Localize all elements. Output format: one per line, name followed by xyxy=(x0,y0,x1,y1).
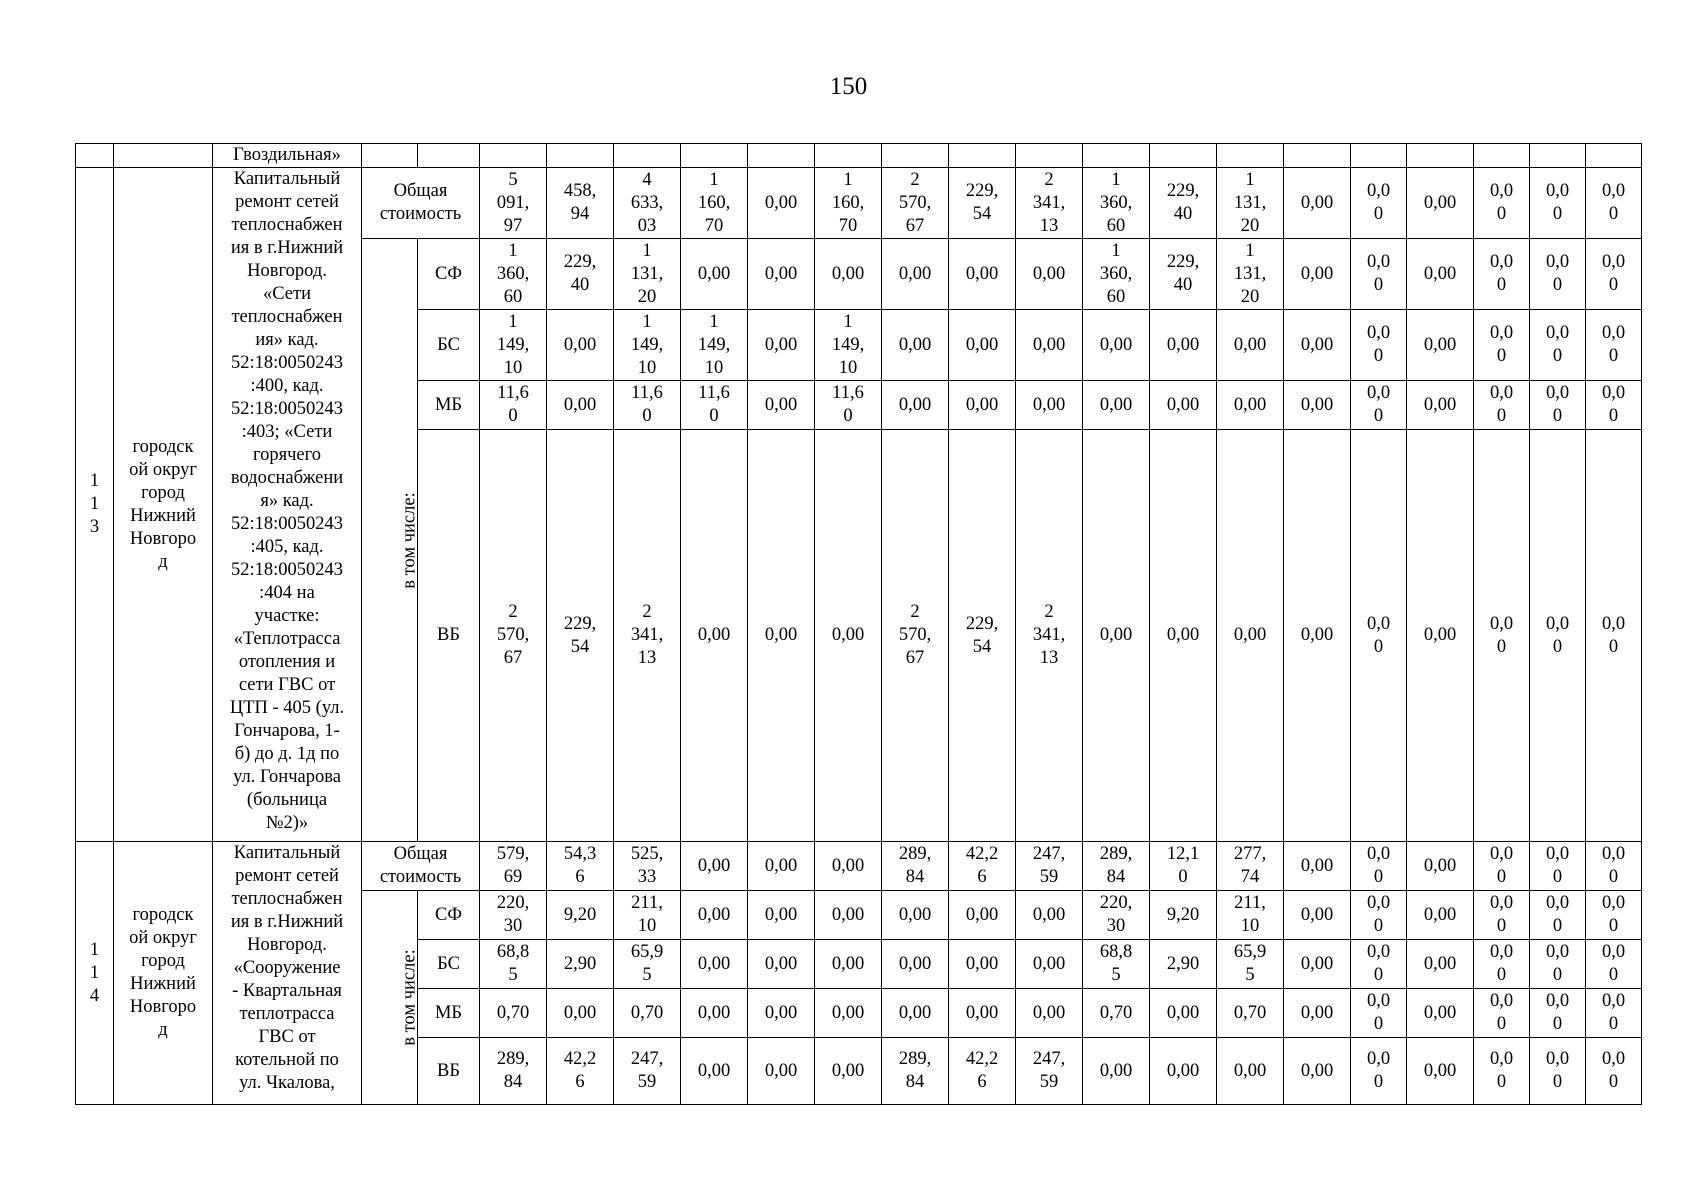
value-cell: 0,0 0 xyxy=(1530,310,1586,381)
value-cell: 0,00 xyxy=(882,891,949,940)
value-cell: 0,00 xyxy=(882,940,949,989)
value-cell: 65,9 5 xyxy=(614,940,681,989)
cell-empty xyxy=(362,144,418,168)
value-cell: 1 360, 60 xyxy=(480,239,547,310)
value-cell: 2 341, 13 xyxy=(1016,168,1083,239)
value-cell: 0,00 xyxy=(1150,310,1217,381)
value-cell: 0,0 0 xyxy=(1586,381,1642,430)
municipality-cell: городск ой округ город Нижний Новгоро д xyxy=(114,842,213,1105)
value-cell: 0,00 xyxy=(1016,310,1083,381)
value-cell: 0,00 xyxy=(1016,381,1083,430)
value-cell: 0,00 xyxy=(1083,381,1150,430)
value-cell: 0,00 xyxy=(1150,381,1217,430)
value-cell: 0,00 xyxy=(1284,891,1351,940)
value-cell: 0,00 xyxy=(748,940,815,989)
project-description: Капитальный ремонт сетей теплоснабжен ия в г.Нижний Новгород. «Сооружение - Квартальная теплотрасса ГВС от котельной по ул. Чкалова, xyxy=(213,842,362,1105)
value-cell: 0,00 xyxy=(547,310,614,381)
value-cell: 5 091, 97 xyxy=(480,168,547,239)
value-cell: 0,00 xyxy=(748,310,815,381)
value-cell: 0,00 xyxy=(681,940,748,989)
value-cell: 247, 59 xyxy=(1016,842,1083,891)
value-cell: 0,70 xyxy=(1217,989,1284,1038)
page-number: 150 xyxy=(829,73,868,100)
table-body xyxy=(76,144,1642,1105)
value-cell: 458, 94 xyxy=(547,168,614,239)
value-cell: 0,00 xyxy=(1083,310,1150,381)
value-cell: 277, 74 xyxy=(1217,842,1284,891)
value-cell: 0,70 xyxy=(1083,989,1150,1038)
funding-source: МБ xyxy=(418,989,480,1038)
value-cell: 289, 84 xyxy=(882,1038,949,1105)
value-cell: 247, 59 xyxy=(614,1038,681,1105)
value-cell: 0,00 xyxy=(1407,310,1474,381)
value-cell: 2 341, 13 xyxy=(1016,430,1083,842)
value-cell: 9,20 xyxy=(547,891,614,940)
value-cell: 0,00 xyxy=(1284,430,1351,842)
value-cell: 0,0 0 xyxy=(1351,239,1407,310)
value-cell: 0,00 xyxy=(681,239,748,310)
value-cell: 0,00 xyxy=(748,891,815,940)
value-cell: 525, 33 xyxy=(614,842,681,891)
value-cell: 0,00 xyxy=(681,1038,748,1105)
value-cell: 0,0 0 xyxy=(1474,381,1530,430)
funding-source: БС xyxy=(418,940,480,989)
value-cell: 0,00 xyxy=(1016,239,1083,310)
value-cell: 0,00 xyxy=(882,381,949,430)
value-cell: 1 131, 20 xyxy=(1217,239,1284,310)
value-cell: 0,00 xyxy=(1407,842,1474,891)
value-cell: 0,00 xyxy=(815,989,882,1038)
value-cell: 1 149, 10 xyxy=(614,310,681,381)
value-cell: 0,0 0 xyxy=(1474,891,1530,940)
value-cell: 229, 54 xyxy=(949,430,1016,842)
value-cell: 0,00 xyxy=(1284,989,1351,1038)
value-cell: 0,00 xyxy=(1284,381,1351,430)
value-cell: 0,00 xyxy=(949,310,1016,381)
value-cell: 0,00 xyxy=(1083,430,1150,842)
value-cell: 0,0 0 xyxy=(1351,310,1407,381)
value-cell: 0,0 0 xyxy=(1586,239,1642,310)
value-cell: 42,2 6 xyxy=(949,1038,1016,1105)
value-cell: 0,00 xyxy=(1150,1038,1217,1105)
value-cell: 229, 40 xyxy=(1150,168,1217,239)
project-total-row xyxy=(76,168,1642,239)
value-cell: 2,90 xyxy=(547,940,614,989)
value-cell: 0,0 0 xyxy=(1586,310,1642,381)
value-cell: 11,6 0 xyxy=(681,381,748,430)
value-cell: 0,00 xyxy=(1407,239,1474,310)
value-cell: 0,00 xyxy=(1407,940,1474,989)
value-cell: 0,00 xyxy=(547,381,614,430)
value-cell: 2 570, 67 xyxy=(882,430,949,842)
value-cell: 0,0 0 xyxy=(1530,940,1586,989)
value-cell: 0,0 0 xyxy=(1586,842,1642,891)
value-cell: 1 360, 60 xyxy=(1083,239,1150,310)
value-cell: 0,00 xyxy=(681,891,748,940)
value-cell: 2 570, 67 xyxy=(882,168,949,239)
value-cell: 0,00 xyxy=(1217,1038,1284,1105)
project-total-row xyxy=(76,842,1642,891)
total-cost-label: Общая стоимость xyxy=(362,168,480,239)
value-cell: 0,00 xyxy=(949,239,1016,310)
value-cell: 0,00 xyxy=(681,842,748,891)
value-cell: 220, 30 xyxy=(480,891,547,940)
value-cell: 0,0 0 xyxy=(1586,989,1642,1038)
value-cell: 247, 59 xyxy=(1016,1038,1083,1105)
value-cell: 0,00 xyxy=(748,842,815,891)
value-cell: 0,0 0 xyxy=(1474,168,1530,239)
value-cell: 0,00 xyxy=(748,239,815,310)
value-cell: 0,0 0 xyxy=(1351,989,1407,1038)
value-cell: 0,00 xyxy=(1217,381,1284,430)
funding-source: БС xyxy=(418,310,480,381)
value-cell: 1 131, 20 xyxy=(1217,168,1284,239)
value-cell: 0,0 0 xyxy=(1351,430,1407,842)
value-cell: 0,00 xyxy=(1407,381,1474,430)
value-cell: 1 149, 10 xyxy=(815,310,882,381)
value-cell: 12,1 0 xyxy=(1150,842,1217,891)
value-cell: 0,00 xyxy=(1284,1038,1351,1105)
value-cell: 0,00 xyxy=(1407,168,1474,239)
value-cell: 0,0 0 xyxy=(1351,891,1407,940)
value-cell: 0,0 0 xyxy=(1351,842,1407,891)
funding-source: МБ xyxy=(418,381,480,430)
value-cell: 0,0 0 xyxy=(1586,430,1642,842)
value-cell: 0,00 xyxy=(1284,310,1351,381)
value-cell: 11,6 0 xyxy=(614,381,681,430)
value-cell: 0,00 xyxy=(1217,310,1284,381)
value-cell: 0,0 0 xyxy=(1474,842,1530,891)
funding-source: ВБ xyxy=(418,430,480,842)
value-cell: 0,00 xyxy=(1407,430,1474,842)
value-cell: 0,00 xyxy=(681,430,748,842)
value-cell: 1 149, 10 xyxy=(480,310,547,381)
value-cell: 0,0 0 xyxy=(1530,239,1586,310)
including-label: в том числе: xyxy=(399,491,420,589)
cell-empty xyxy=(114,144,213,168)
value-cell: 2 570, 67 xyxy=(480,430,547,842)
value-cell: 0,0 0 xyxy=(1351,940,1407,989)
value-cell: 1 149, 10 xyxy=(681,310,748,381)
value-cell: 2 341, 13 xyxy=(614,430,681,842)
value-cell: 0,00 xyxy=(1284,842,1351,891)
value-cell: 0,00 xyxy=(815,842,882,891)
total-cost-label: Общая стоимость xyxy=(362,842,480,891)
value-cell: 0,0 0 xyxy=(1586,940,1642,989)
value-cell: 0,00 xyxy=(1284,940,1351,989)
value-cell: 0,0 0 xyxy=(1586,891,1642,940)
value-cell: 0,0 0 xyxy=(1474,1038,1530,1105)
value-cell: 0,00 xyxy=(681,989,748,1038)
value-cell: 0,00 xyxy=(1083,1038,1150,1105)
value-cell: 0,00 xyxy=(815,891,882,940)
value-cell: 289, 84 xyxy=(882,842,949,891)
value-cell: 0,0 0 xyxy=(1530,430,1586,842)
funding-source: СФ xyxy=(418,891,480,940)
value-cell: 0,00 xyxy=(1016,891,1083,940)
value-cell: 42,2 6 xyxy=(949,842,1016,891)
value-cell: 0,0 0 xyxy=(1586,1038,1642,1105)
value-cell: 1 131, 20 xyxy=(614,239,681,310)
funding-source: СФ xyxy=(418,239,480,310)
value-cell: 579, 69 xyxy=(480,842,547,891)
value-cell: 289, 84 xyxy=(480,1038,547,1105)
value-cell: 0,00 xyxy=(1407,1038,1474,1105)
value-cell: 0,0 0 xyxy=(1474,310,1530,381)
cell-empty xyxy=(418,144,480,168)
continuation-row xyxy=(76,144,1642,168)
value-cell: 0,00 xyxy=(1407,891,1474,940)
including-label: в том числе: xyxy=(399,949,420,1046)
row-index: 1 1 3 xyxy=(76,168,114,842)
value-cell: 0,70 xyxy=(480,989,547,1038)
value-cell: 0,00 xyxy=(748,168,815,239)
value-cell: 229, 40 xyxy=(1150,239,1217,310)
value-cell: 0,0 0 xyxy=(1474,989,1530,1038)
value-cell: 0,00 xyxy=(949,891,1016,940)
value-cell: 0,00 xyxy=(815,239,882,310)
value-cell: 42,2 6 xyxy=(547,1038,614,1105)
value-cell: 11,6 0 xyxy=(480,381,547,430)
value-cell: 0,0 0 xyxy=(1351,1038,1407,1105)
project-description: Капитальный ремонт сетей теплоснабжен ия в г.Нижний Новгород. «Сети теплоснабжен ия» кад. 52:18:0050243 :400, кад. 52:18:0050243 :403; «Сети горячего водоснабжени я» кад. 52:18:0050243 :405, кад. 52:18:0050243 :404 на участке: «Теплотрасса отопления и сети ГВС от ЦТП - 405 (ул. Гончарова, 1- б) до д. 1д по ул. Гончарова (больница №2)» xyxy=(213,168,362,842)
value-cell: 220, 30 xyxy=(1083,891,1150,940)
value-cell: 0,0 0 xyxy=(1351,381,1407,430)
value-cell: 11,6 0 xyxy=(815,381,882,430)
value-cell: 229, 54 xyxy=(949,168,1016,239)
value-cell: 0,00 xyxy=(748,1038,815,1105)
value-cell: 0,0 0 xyxy=(1586,168,1642,239)
value-cell: 0,00 xyxy=(949,940,1016,989)
continuation-description: Гвоздильная» xyxy=(213,144,362,168)
value-cell: 54,3 6 xyxy=(547,842,614,891)
value-cell: 1 160, 70 xyxy=(681,168,748,239)
value-cell: 0,0 0 xyxy=(1474,239,1530,310)
cell-empty xyxy=(76,144,114,168)
value-cell: 229, 40 xyxy=(547,239,614,310)
row-index: 1 1 4 xyxy=(76,842,114,1105)
value-cell: 0,00 xyxy=(1016,989,1083,1038)
budget-table xyxy=(75,143,1642,1105)
value-cell: 0,00 xyxy=(1150,430,1217,842)
including-label-cell xyxy=(362,891,418,1105)
value-cell: 0,00 xyxy=(949,381,1016,430)
value-cell: 9,20 xyxy=(1150,891,1217,940)
value-cell: 0,70 xyxy=(614,989,681,1038)
value-cell: 0,00 xyxy=(882,989,949,1038)
value-cell: 0,00 xyxy=(882,310,949,381)
value-cell: 0,0 0 xyxy=(1530,842,1586,891)
value-cell: 65,9 5 xyxy=(1217,940,1284,989)
value-cell: 0,00 xyxy=(949,989,1016,1038)
value-cell: 0,0 0 xyxy=(1530,1038,1586,1105)
value-cell: 0,00 xyxy=(748,381,815,430)
value-cell: 211, 10 xyxy=(614,891,681,940)
value-cell: 0,0 0 xyxy=(1530,168,1586,239)
value-cell: 0,0 0 xyxy=(1351,168,1407,239)
value-cell: 0,00 xyxy=(1016,940,1083,989)
value-cell: 229, 54 xyxy=(547,430,614,842)
funding-source: ВБ xyxy=(418,1038,480,1105)
value-cell: 68,8 5 xyxy=(480,940,547,989)
value-cell: 289, 84 xyxy=(1083,842,1150,891)
value-cell: 4 633, 03 xyxy=(614,168,681,239)
value-cell: 0,00 xyxy=(748,430,815,842)
value-cell: 1 160, 70 xyxy=(815,168,882,239)
value-cell: 0,00 xyxy=(815,940,882,989)
municipality-cell: городск ой округ город Нижний Новгоро д xyxy=(114,168,213,842)
value-cell: 0,00 xyxy=(1284,168,1351,239)
value-cell: 68,8 5 xyxy=(1083,940,1150,989)
value-cell: 2,90 xyxy=(1150,940,1217,989)
value-cell: 211, 10 xyxy=(1217,891,1284,940)
value-cell: 0,00 xyxy=(882,239,949,310)
value-cell: 0,00 xyxy=(815,430,882,842)
value-cell: 0,0 0 xyxy=(1530,891,1586,940)
value-cell: 0,0 0 xyxy=(1530,989,1586,1038)
value-cell: 0,0 0 xyxy=(1474,940,1530,989)
value-cell: 0,00 xyxy=(1284,239,1351,310)
value-cell: 0,00 xyxy=(1217,430,1284,842)
value-cell: 0,00 xyxy=(1407,989,1474,1038)
value-cell: 0,00 xyxy=(748,989,815,1038)
value-cell: 0,00 xyxy=(547,989,614,1038)
including-label-cell xyxy=(362,239,418,842)
value-cell: 0,00 xyxy=(815,1038,882,1105)
value-cell: 1 360, 60 xyxy=(1083,168,1150,239)
value-cell: 0,0 0 xyxy=(1530,381,1586,430)
value-cell: 0,0 0 xyxy=(1474,430,1530,842)
value-cell: 0,00 xyxy=(1150,989,1217,1038)
